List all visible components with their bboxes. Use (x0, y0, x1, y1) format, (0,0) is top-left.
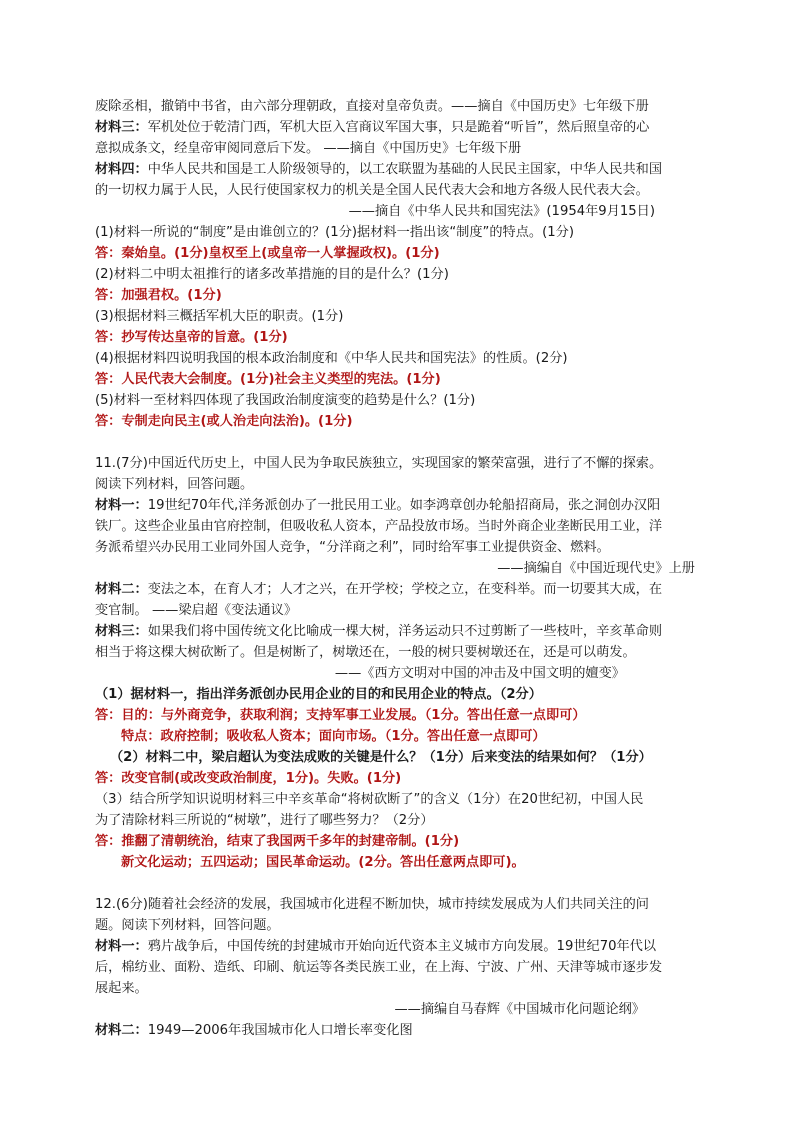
q10-material3-line2: 意拟成条文，经皇帝审阅同意后下发。 ——摘自《中国历史》七年级下册 (95, 141, 522, 156)
material-text: 变法之本，在育人才；人才之兴，在开学校；学校之立，在变科举。而一切要其大成，在 (147, 582, 663, 597)
material-text: 军机处位于乾清门西，军机大臣入宫商议军国大事，只是跪着“听旨”，然后照皇帝的心 (147, 120, 650, 135)
q10-answer-2: 答：加强君权。(1分) (95, 288, 222, 303)
document-page (95, 96, 705, 1041)
q10-material4-line2: 的一切权力属于人民，人民行使国家权力的机关是全国人民代表大会和地方各级人民代表大会。 (95, 183, 649, 198)
q11-material1-line2: 铁厂。这些企业虽由官府控制，但吸收私人资本，产品投放市场。当时外商企业垄断民用工业，洋 (95, 519, 663, 534)
q11-material1-line1 (95, 495, 705, 516)
q11-material1-source: ——摘编自《中国近现代史》上册 (497, 561, 695, 576)
material-text: 如果我们将中国传统文化比喻成一棵大树，洋务运动只不过剪断了一些枝叶，辛亥革命则 (147, 624, 663, 639)
q11-question-3-line2: 为了清除材料三所说的“树墩”，进行了哪些努力？（2分） (95, 813, 434, 828)
q11-material3-source: ——《西方文明对中国的冲击及中国文明的嬗变》 (334, 666, 625, 681)
q11-question-3-line1: （3）结合所学知识说明材料三中辛亥革命“将树砍断了”的含义（1分）在20世纪初，中国人民 (95, 792, 644, 807)
q10-question-3: (3)根据材料三概括军机大臣的职责。(1分) (95, 309, 344, 324)
material-label: 材料三： (95, 120, 148, 135)
q11-answer-2: 答：改变官制(或改变政治制度，1分)。失败。(1分) (95, 771, 402, 786)
q10-question-2: (2)材料二中明太祖推行的诸多改革措施的目的是什么？(1分) (95, 267, 449, 282)
q11-answer-3a: 答：推翻了清朝统治，结束了我国两千多年的封建帝制。(1分) (95, 834, 460, 849)
material-label: 材料四： (95, 162, 148, 177)
q11-material3-line1 (95, 621, 705, 642)
q11-material1-line3: 务派希望兴办民用工业同外国人竞争，“分洋商之利”，同时给军事工业提供资金、燃料。 (95, 540, 610, 555)
q10-answer-3: 答：抄写传达皇帝的旨意。(1分) (95, 330, 288, 345)
q11-answer-3b: 新文化运动；五四运动；国民革命运动。(2分。答出任意两点即可)。 (121, 855, 525, 870)
q10-answer-1: 答：秦始皇。(1分)皇权至上(或皇帝一人掌握政权)。(1分) (95, 246, 440, 261)
material-text: 1949—2006年我国城市化人口增长率变化图 (147, 1023, 413, 1038)
material-label: 材料一： (95, 498, 148, 513)
q10-material4-line1 (95, 159, 705, 180)
q12-intro-line1: 12.(6分)随着社会经济的发展，我国城市化进程不断加快，城市持续发展成为人们共同关注的问 (95, 897, 649, 912)
material-label: 材料二： (95, 582, 148, 597)
material-text: 鸦片战争后，中国传统的封建城市开始向近代资本主义城市方向发展。19世纪70年代以 (147, 939, 657, 954)
q12-material1-source: ——摘编自马春辉《中国城市化问题论纲》 (394, 1002, 645, 1017)
q11-material3-line2: 相当于将这棵大树砍断了。但是树断了，树墩还在，一般的树只要树墩还在，还是可以萌发。 (95, 645, 636, 660)
material-text: 19世纪70年代,洋务派创办了一批民用工业。如李鸿章创办轮船招商局，张之洞创办汉阳 (147, 498, 661, 513)
material-label: 材料一： (95, 939, 148, 954)
q10-answer-4: 答：人民代表大会制度。(1分)社会主义类型的宪法。(1分) (95, 372, 441, 387)
q10-material3-line1 (95, 117, 705, 138)
q12-material1-line3: 展起来。 (95, 981, 148, 996)
q11-intro-line2: 阅读下列材料，回答问题。 (95, 477, 254, 492)
q11-material2-line2: 变官制。 ——梁启超《变法通议》 (95, 603, 298, 618)
q12-material1-line1 (95, 936, 705, 957)
q10-question-5: (5)材料一至材料四体现了我国政治制度演变的趋势是什么？(1分) (95, 393, 476, 408)
q11-intro-line1: 11.(7分)中国近代历史上，中国人民为争取民族独立，实现国家的繁荣富强，进行了不懈的探索。 (95, 456, 663, 471)
material-label: 材料二： (95, 1023, 148, 1038)
q10-answer-5: 答：专制走向民主(或人治走向法治)。(1分) (95, 414, 353, 429)
q11-answer-1a: 答：目的：与外商竞争，获取利润；支持军事工业发展。（1分。答出任意一点即可） (95, 708, 586, 723)
q10-material4-source: ——摘自《中华人民共和国宪法》(1954年9月15日) (348, 204, 655, 219)
q12-intro-line2: 题。阅读下列材料，回答问题。 (95, 918, 280, 933)
material-label: 材料三： (95, 624, 148, 639)
q10-question-1: (1)材料一所说的“制度”是由谁创立的？(1分)据材料一指出该“制度”的特点。(1分) (95, 225, 574, 240)
q12-material1-line2: 后，棉纺业、面粉、造纸、印刷、航运等各类民族工业，在上海、宁波、广州、天津等城市逐步发 (95, 960, 663, 975)
q12-material2-line1 (95, 1020, 705, 1041)
q11-material2-line1 (95, 579, 705, 600)
q10-question-4: (4)根据材料四说明我国的根本政治制度和《中华人民共和国宪法》的性质。(2分) (95, 351, 568, 366)
material-text: 中华人民共和国是工人阶级领导的，以工农联盟为基础的人民民主国家，中华人民共和国 (147, 162, 663, 177)
q11-answer-1b: 特点：政府控制；吸收私人资本；面向市场。（1分。答出任意一点即可） (121, 729, 546, 744)
q11-question-1: （1）据材料一，指出洋务派创办民用企业的目的和民用企业的特点。（2分） (95, 687, 542, 702)
q10-material2-tail: 废除丞相，撤销中书省，由六部分理朝政，直接对皇帝负责。——摘自《中国历史》七年级下册 (95, 99, 649, 114)
q11-question-2: （2）材料二中，梁启超认为变法成败的关键是什么？（1分）后来变法的结果如何？（1分） (110, 750, 652, 765)
